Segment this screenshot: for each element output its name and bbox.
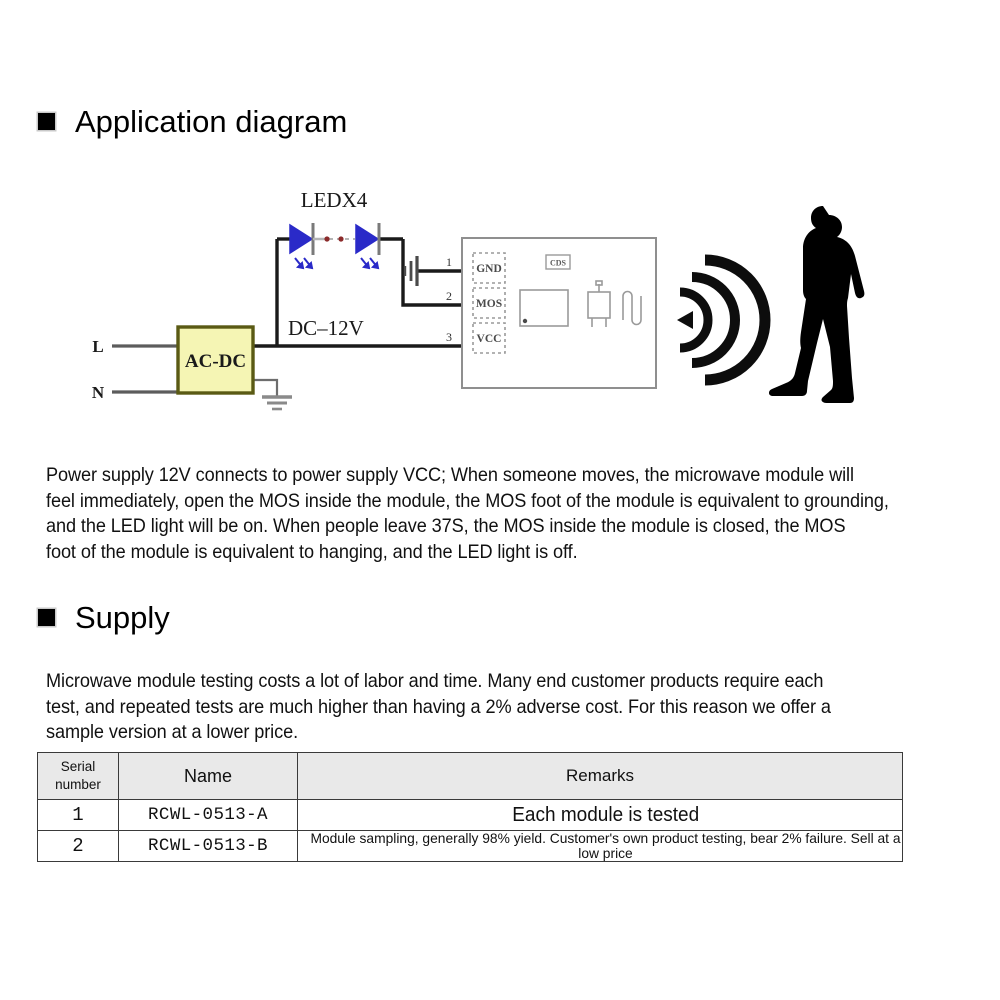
label-dc-12v: DC–12V [288, 316, 364, 340]
application-circuit-diagram [0, 180, 1000, 430]
cds-label: CDS [549, 258, 567, 268]
page-title-supply: Supply [75, 600, 170, 635]
pin-number-1: 1 [446, 255, 452, 269]
pin-label-vcc: VCC [476, 333, 502, 345]
column-header-name-label: Name [183, 765, 232, 786]
cell-remarks-text: Each module is tested [511, 803, 699, 826]
cell-remarks [298, 831, 903, 862]
cell-product-name: RCWL-0513-B [119, 831, 298, 862]
pin-label-mos: MOS [475, 298, 503, 310]
paragraph-line: feel immediately, open the MOS inside the module, the MOS foot of the module is equivalent to grounding, [46, 489, 889, 512]
cell-product-name: RCWL-0513-A [119, 800, 298, 831]
column-header-name [119, 753, 298, 800]
gnd-reference-symbol [405, 256, 417, 286]
microwave-sensor-module-board [462, 238, 656, 388]
page-title-application-diagram: Application diagram [75, 104, 348, 139]
column-header-serial-number-label: Serial number [55, 759, 101, 792]
label-live: L [92, 337, 104, 356]
cell-serial-number: 2 [38, 831, 119, 862]
paragraph-line: sample version at a lower price. [46, 721, 299, 743]
column-header-remarks-label: Remarks [565, 766, 634, 785]
label-neutral: N [91, 383, 105, 402]
bullet-square-icon [38, 609, 55, 626]
cell-serial-number: 1 [38, 800, 119, 831]
paragraph-line: Power supply 12V connects to power supply VCC; When someone moves, the microwave module will [46, 464, 854, 486]
walking-person-silhouette [769, 206, 864, 403]
ac-dc-converter-block [178, 327, 253, 393]
pin-label-gnd: GND [476, 263, 502, 275]
pin-number-2: 2 [446, 289, 452, 303]
led-symbol-1 [290, 223, 330, 268]
paragraph-line: test, and repeated tests are much higher than having a 2% adverse cost. For this reason we offer a [46, 695, 831, 718]
column-header-remarks [298, 753, 903, 800]
label-ledx4: LEDX4 [300, 188, 368, 212]
table-row [38, 831, 903, 862]
cell-remarks-text: Module sampling, generally 98% yield. Customer's own product testing, bear 2% failure. Sell at a low price [310, 831, 901, 861]
pin-number-3: 3 [446, 330, 452, 344]
paragraph-line: foot of the module is equivalent to hanging, and the LED light is off. [46, 540, 578, 563]
section-heading-application-diagram [38, 106, 347, 137]
paragraph-line: Microwave module testing costs a lot of labor and time. Many end customer products require each [46, 670, 824, 692]
table-row [38, 800, 903, 831]
wiring [112, 239, 462, 396]
column-header-serial-number [38, 753, 119, 800]
earth-ground-symbol [262, 397, 292, 409]
ac-dc-label: AC-DC [184, 351, 247, 372]
supply-description-paragraph [46, 669, 911, 746]
led-symbol-2 [356, 223, 379, 268]
table-header-row [38, 753, 903, 800]
microwave-signal-waves-icon [677, 260, 765, 380]
paragraph-line: and the LED light will be on. When people leave 37S, the MOS inside the module is closed, the MOS [46, 515, 846, 537]
cell-remarks [313, 800, 888, 831]
application-description-paragraph [46, 463, 957, 565]
section-heading-supply [38, 602, 170, 633]
supply-versions-table [37, 752, 903, 862]
wire-acdc-earth [253, 380, 277, 396]
bullet-square-icon [38, 113, 55, 130]
